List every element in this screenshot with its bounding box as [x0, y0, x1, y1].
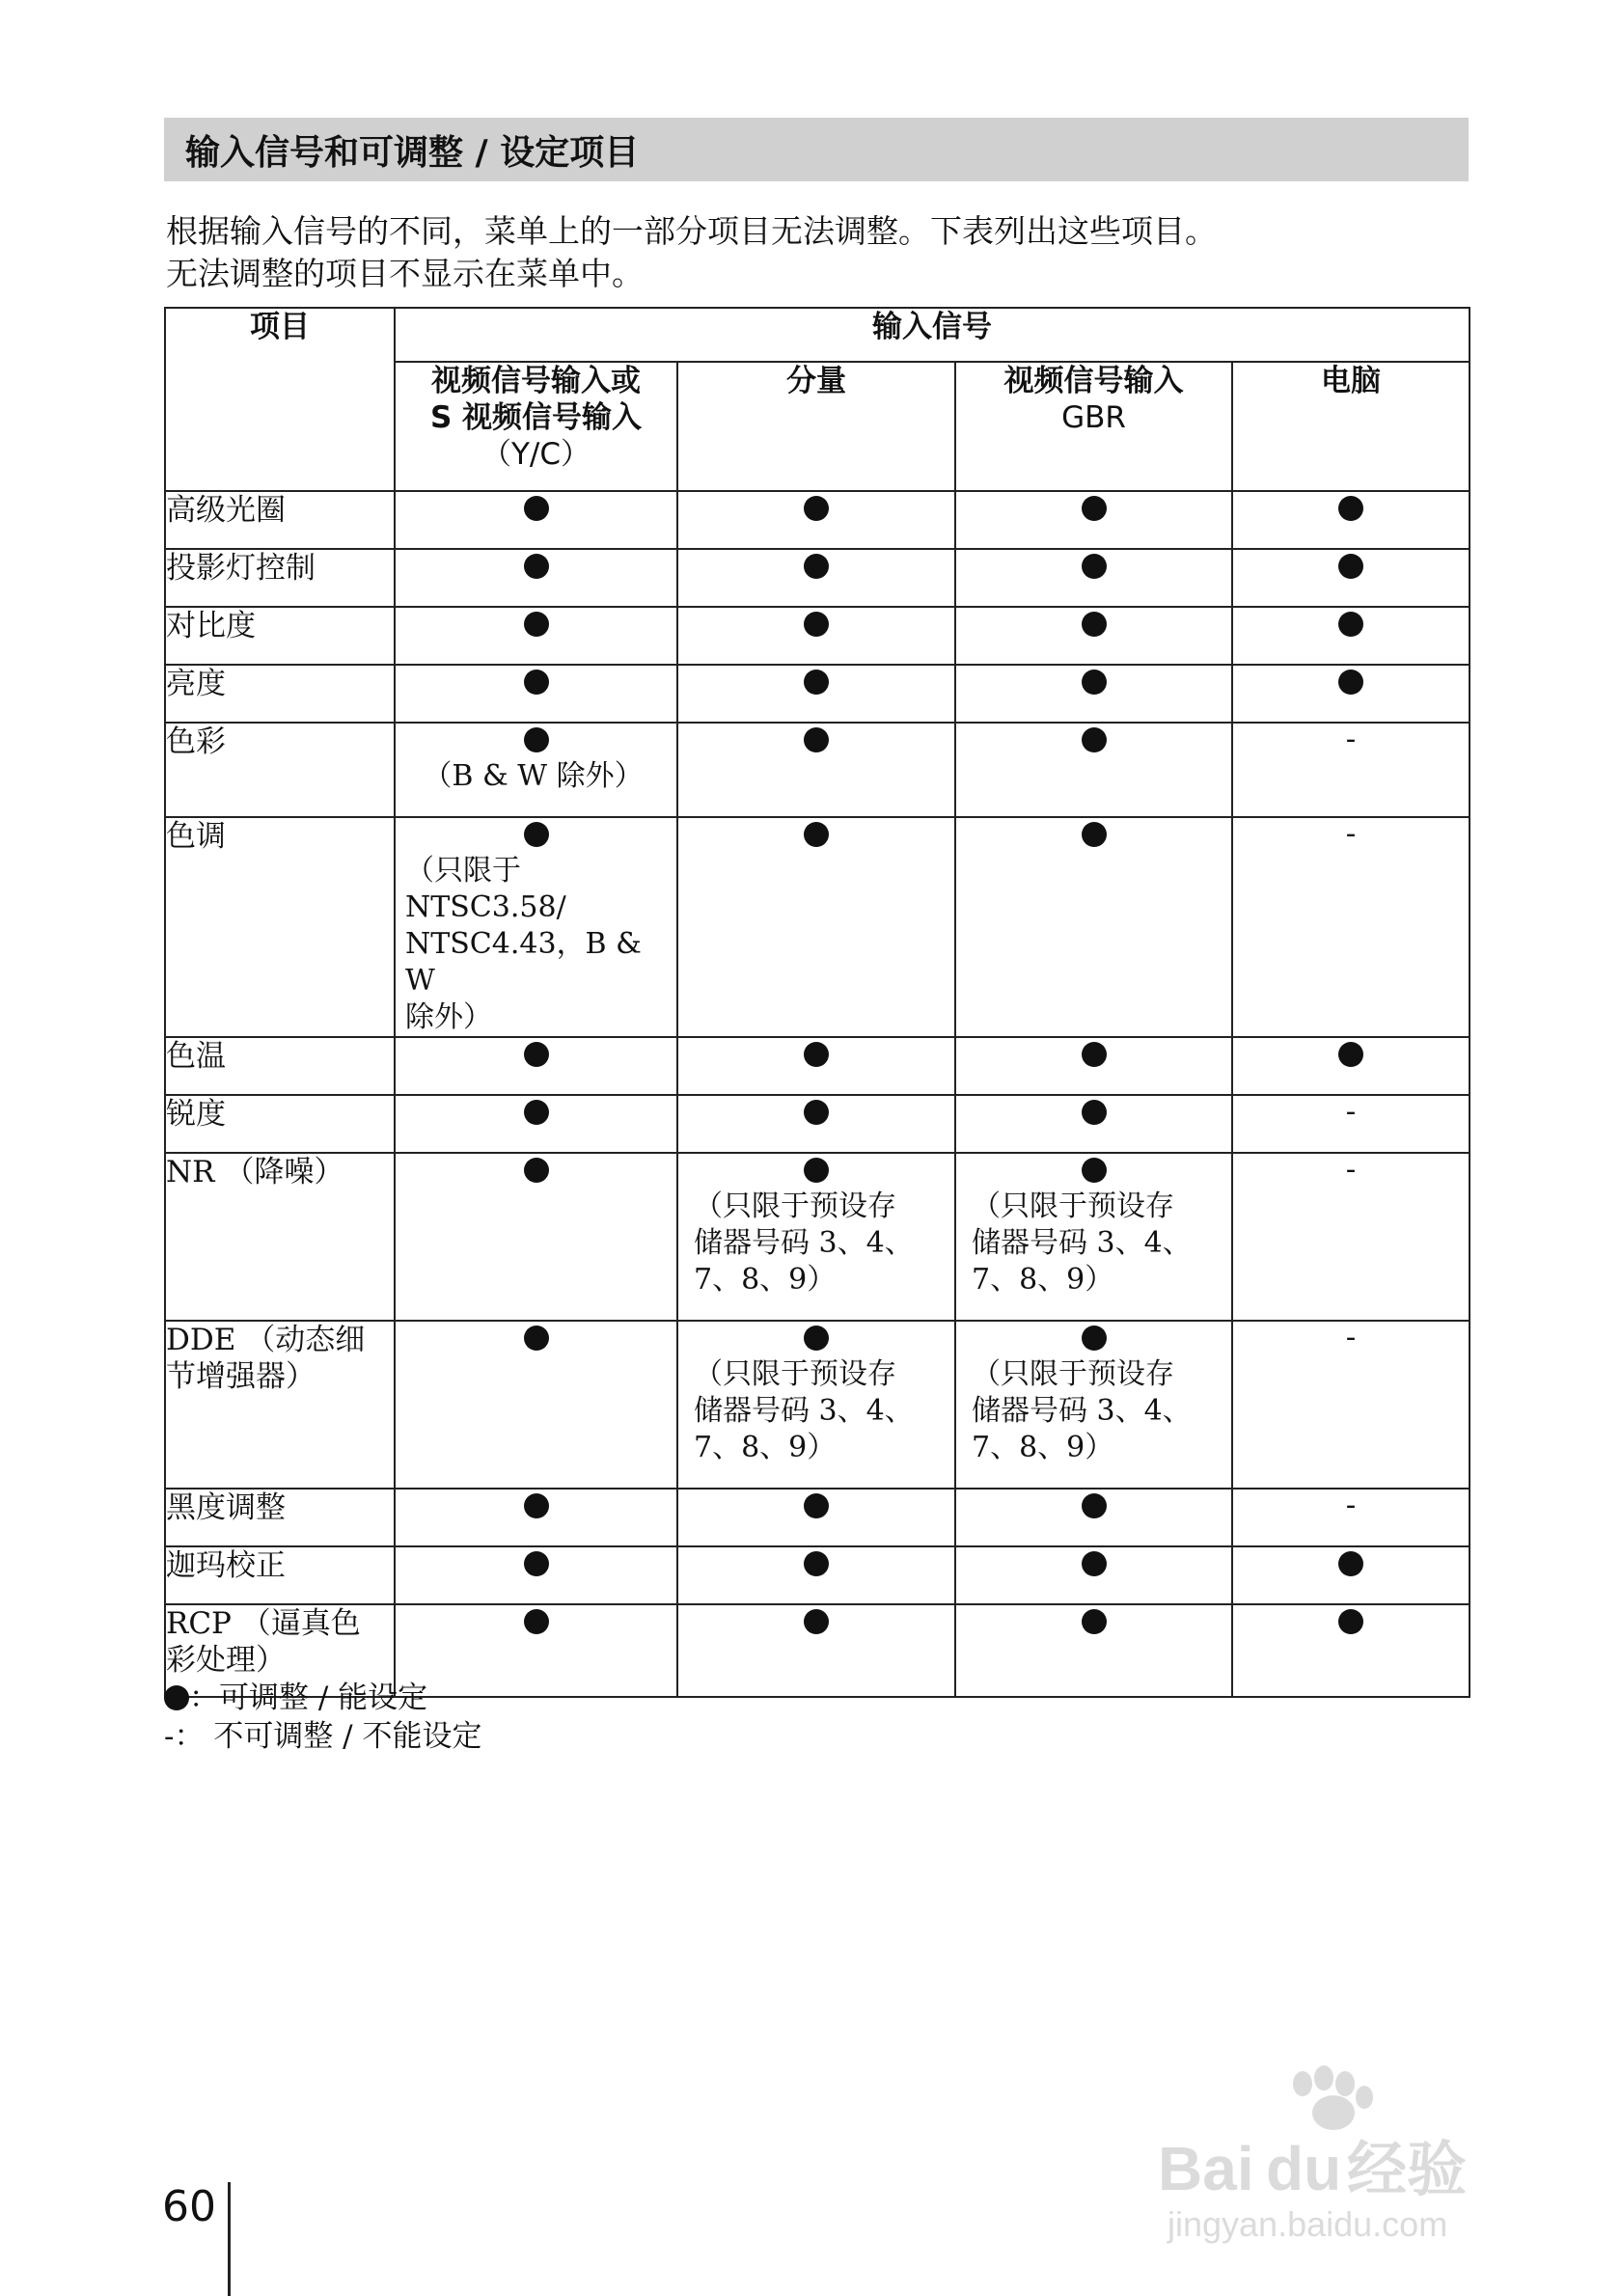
table-row [165, 817, 1470, 1037]
not-adjustable-dash: - [1345, 1152, 1357, 1187]
table-row [165, 491, 1470, 549]
header-video: 视频信号输入或 S 视频信号输入 （Y/C） [395, 362, 677, 491]
adjustable-dot-icon [524, 1609, 549, 1634]
adjustable-dot-icon [524, 727, 549, 752]
adjustable-dot-icon [1082, 1326, 1107, 1351]
adjustable-dot-icon [804, 1326, 829, 1351]
adjustable-dot-icon [524, 612, 549, 637]
table-row [165, 549, 1470, 607]
watermark-brand-2: du [1266, 2134, 1342, 2203]
not-adjustable-dash: - [1345, 1320, 1357, 1354]
adjustable-dot-icon [1082, 1158, 1107, 1183]
cell-note: （只限于 NTSC3.58/ NTSC4.43，B & W 除外） [405, 854, 642, 1034]
table-row [165, 1546, 1470, 1604]
adjustable-dot-icon [524, 1493, 549, 1518]
adjustable-dot-icon [1082, 612, 1107, 637]
adjustable-dot-icon [1338, 670, 1363, 695]
table-row [165, 723, 1470, 817]
baidu-watermark-logo [1158, 2055, 1544, 2248]
adjustable-dot-icon [1082, 670, 1107, 695]
adjustable-dot-icon [524, 1042, 549, 1067]
row-label: 色温 [165, 1037, 395, 1095]
not-adjustable-dash: - [1345, 722, 1357, 756]
adjustable-dot-icon [804, 1609, 829, 1634]
adjustable-dot-icon [1082, 1551, 1107, 1576]
watermark-brand: Bai [1158, 2134, 1254, 2203]
header-pc: 电脑 [1232, 362, 1470, 491]
adjustable-dot-icon [1082, 822, 1107, 847]
adjustable-dot-icon [804, 1158, 829, 1183]
page-number: 60 [162, 2182, 216, 2231]
adjustable-dot-icon [164, 1685, 189, 1710]
header-component: 分量 [677, 362, 955, 491]
adjustable-dot-icon [804, 554, 829, 579]
adjustable-dot-icon [1082, 554, 1107, 579]
adjustable-dot-icon [804, 1493, 829, 1518]
cell-note: （只限于预设存 储器号码 3、4、 7、8、9） [694, 1189, 914, 1297]
header-gbr: 视频信号输入 GBR [955, 362, 1232, 491]
row-label: 色彩 [165, 723, 395, 817]
page-divider [228, 2182, 231, 2296]
table-row [165, 1321, 1470, 1489]
adjustable-dot-icon [524, 1158, 549, 1183]
adjustable-dot-icon [1082, 1493, 1107, 1518]
adjustable-dot-icon [1338, 612, 1363, 637]
row-label: 高级光圈 [165, 491, 395, 549]
adjustable-dot-icon [524, 1551, 549, 1576]
legend-dot-line: ：可调整 / 能设定 [164, 1679, 481, 1717]
adjustable-dot-icon [524, 822, 549, 847]
adjustable-dot-icon [1082, 1042, 1107, 1067]
adjustable-dot-icon [524, 496, 549, 521]
adjustable-dot-icon [804, 1100, 829, 1125]
legend-dash-line: -： 不可调整 / 不能设定 [164, 1719, 482, 1754]
cell-note: （B & W 除外） [423, 759, 644, 793]
not-adjustable-dash: - [1345, 816, 1357, 851]
adjustable-dot-icon [1338, 1551, 1363, 1576]
adjustable-dot-icon [804, 496, 829, 521]
row-label: 迦玛校正 [165, 1546, 395, 1604]
cell-note: （只限于预设存 储器号码 3、4、 7、8、9） [972, 1357, 1192, 1464]
adjustable-dot-icon [1338, 496, 1363, 521]
adjustable-dot-icon [524, 1100, 549, 1125]
adjustable-dot-icon [804, 822, 829, 847]
adjustable-dot-icon [524, 554, 549, 579]
intro-text [166, 210, 1469, 295]
adjustable-dot-icon [1082, 727, 1107, 752]
adjustable-dot-icon [804, 1042, 829, 1067]
row-label: NR （降噪） [165, 1153, 395, 1321]
table-row [165, 1153, 1470, 1321]
row-label: DDE （动态细 节增强器） [165, 1321, 395, 1489]
row-label: 锐度 [165, 1095, 395, 1153]
row-label: 黑度调整 [165, 1489, 395, 1546]
adjustable-dot-icon [804, 670, 829, 695]
adjustable-dot-icon [1338, 1042, 1363, 1067]
table-row [165, 1037, 1470, 1095]
table-row [165, 607, 1470, 665]
adjustable-dot-icon [1338, 554, 1363, 579]
table-row [165, 1489, 1470, 1546]
adjustable-dot-icon [1338, 1609, 1363, 1634]
intro-line-2: 无法调整的项目不显示在菜单中。 [166, 255, 644, 292]
section-title: 输入信号和可调整 / 设定项目 [164, 118, 1469, 181]
cell-note: （只限于预设存 储器号码 3、4、 7、8、9） [694, 1357, 914, 1464]
table-row [165, 665, 1470, 723]
row-label: 对比度 [165, 607, 395, 665]
row-label: 投影灯控制 [165, 549, 395, 607]
adjustable-dot-icon [804, 1551, 829, 1576]
adjustable-dot-icon [524, 670, 549, 695]
legend [164, 1679, 481, 1756]
adjustable-dot-icon [1082, 496, 1107, 521]
adjustable-dot-icon [524, 1326, 549, 1351]
table-row [165, 1095, 1470, 1153]
watermark-label: 经验 [1347, 2134, 1468, 2204]
adjustable-dot-icon [804, 612, 829, 637]
header-input-signal: 输入信号 [395, 308, 1470, 362]
adjustable-dot-icon [1082, 1100, 1107, 1125]
not-adjustable-dash: - [1345, 1094, 1357, 1129]
row-label: RCP （逼真色 彩处理） [165, 1604, 395, 1697]
not-adjustable-dash: - [1345, 1488, 1357, 1522]
adjustable-dot-icon [804, 727, 829, 752]
row-label: 亮度 [165, 665, 395, 723]
watermark-url: jingyan.baidu.com [1168, 2204, 1448, 2244]
row-label: 色调 [165, 817, 395, 1037]
adjustable-dot-icon [1082, 1609, 1107, 1634]
intro-line-1: 根据输入信号的不同，菜单上的一部分项目无法调整。下表列出这些项目。 [166, 212, 1217, 250]
adjustable-items-table [164, 307, 1470, 1698]
cell-note: （只限于预设存 储器号码 3、4、 7、8、9） [972, 1189, 1192, 1297]
header-item: 项目 [165, 308, 395, 491]
